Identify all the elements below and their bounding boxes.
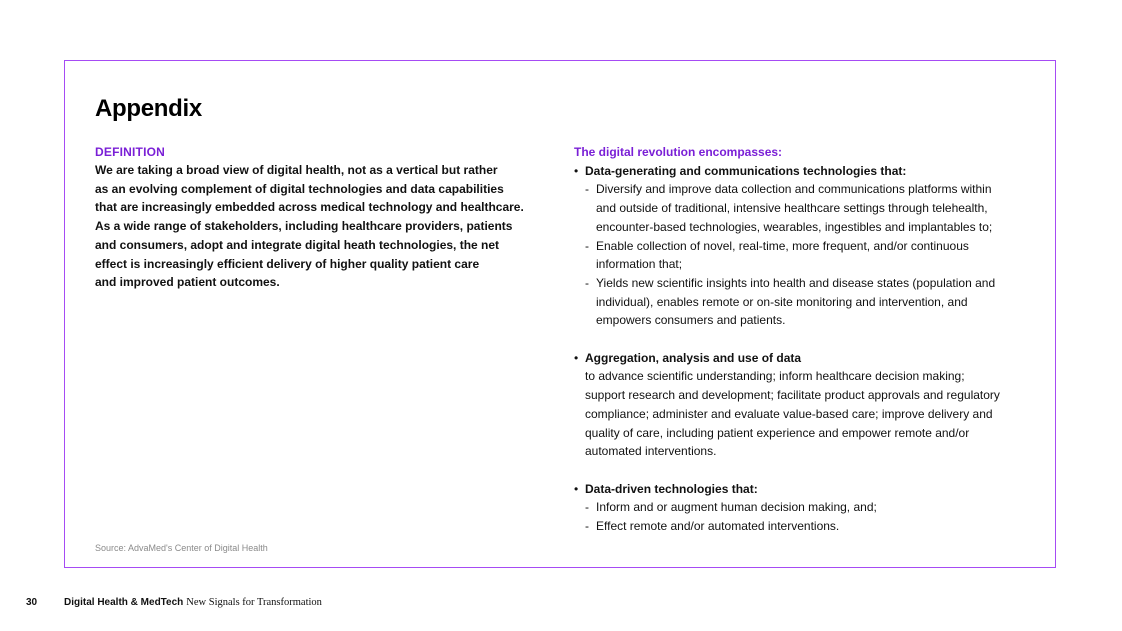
definition-line: as an evolving complement of digital technologies and data capabilities xyxy=(95,181,504,196)
definition-line: effect is increasingly efficient delivery of higher quality patient care xyxy=(95,256,480,271)
dash-line: encounter-based technologies, wearables, ingestibles and implantables to; xyxy=(596,219,993,234)
dash-icon: - xyxy=(585,182,589,197)
page-number: 30 xyxy=(26,597,38,608)
dash-item xyxy=(574,180,1034,236)
footer-brand: Digital Health & MedTech xyxy=(64,597,184,608)
dash-line: Enable collection of novel, real-time, more frequent, and/or continuous xyxy=(596,238,969,253)
page-footer xyxy=(26,597,322,608)
bullet-item xyxy=(574,480,1034,499)
definition-body xyxy=(95,161,555,292)
text-line: support research and development; facilitate product approvals and regulatory xyxy=(585,388,1000,403)
dash-line: Yields new scientific insights into health and disease states (population and xyxy=(596,275,996,290)
definition-line: As a wide range of stakeholders, including healthcare providers, patients xyxy=(95,219,513,234)
dash-icon: - xyxy=(585,500,589,515)
dash-line: empowers consumers and patients. xyxy=(596,313,786,328)
bullet-icon: • xyxy=(574,481,579,496)
bullet-text xyxy=(574,367,1034,461)
page-title: Appendix xyxy=(95,95,202,122)
bullet-item xyxy=(574,349,1034,368)
dash-icon: - xyxy=(585,519,589,534)
content-frame xyxy=(64,60,1056,568)
dash-line: individual), enables remote or on-site monitoring and intervention, and xyxy=(596,294,968,309)
bullet-title: Aggregation, analysis and use of data xyxy=(585,350,802,365)
bullet-icon: • xyxy=(574,163,579,178)
definition-line: and improved patient outcomes. xyxy=(95,275,280,290)
source-note: Source: AdvaMed's Center of Digital Health xyxy=(95,543,268,553)
revolution-section xyxy=(574,143,1034,536)
bullet-title: Data-driven technologies that: xyxy=(585,481,758,496)
bullet-item xyxy=(574,162,1034,181)
spacer xyxy=(574,461,1034,480)
dash-line: Diversify and improve data collection and communications platforms within xyxy=(596,182,992,197)
dash-line: Effect remote and/or automated interventions. xyxy=(596,519,840,534)
spacer xyxy=(574,330,1034,349)
text-line: quality of care, including patient experience and empower remote and/or xyxy=(585,425,970,440)
dash-item xyxy=(574,237,1034,274)
text-line: automated interventions. xyxy=(585,444,717,459)
dash-icon: - xyxy=(585,275,589,290)
dash-item xyxy=(574,517,1034,536)
definition-section xyxy=(95,143,555,292)
definition-line: We are taking a broad view of digital health, not as a vertical but rather xyxy=(95,163,498,177)
bullet-icon: • xyxy=(574,350,579,365)
dash-icon: - xyxy=(585,238,589,253)
dash-line: information that; xyxy=(596,257,683,272)
dash-item xyxy=(574,498,1034,517)
text-line: to advance scientific understanding; inform healthcare decision making; xyxy=(585,369,965,384)
dash-line: Inform and or augment human decision making, and; xyxy=(596,500,877,515)
definition-label: DEFINITION xyxy=(95,145,165,159)
definition-line: and consumers, adopt and integrate digital heath technologies, the net xyxy=(95,237,500,252)
bullet-title: Data-generating and communications technologies that: xyxy=(585,163,907,178)
text-line: compliance; administer and evaluate value-based care; improve delivery and xyxy=(585,406,993,421)
revolution-heading: The digital revolution encompasses: xyxy=(574,145,783,159)
definition-line: that are increasingly embedded across medical technology and healthcare. xyxy=(95,200,524,215)
dash-line: and outside of traditional, intensive healthcare settings through telehealth, xyxy=(596,201,988,216)
footer-tagline: New Signals for Transformation xyxy=(186,597,322,608)
dash-item xyxy=(574,274,1034,330)
